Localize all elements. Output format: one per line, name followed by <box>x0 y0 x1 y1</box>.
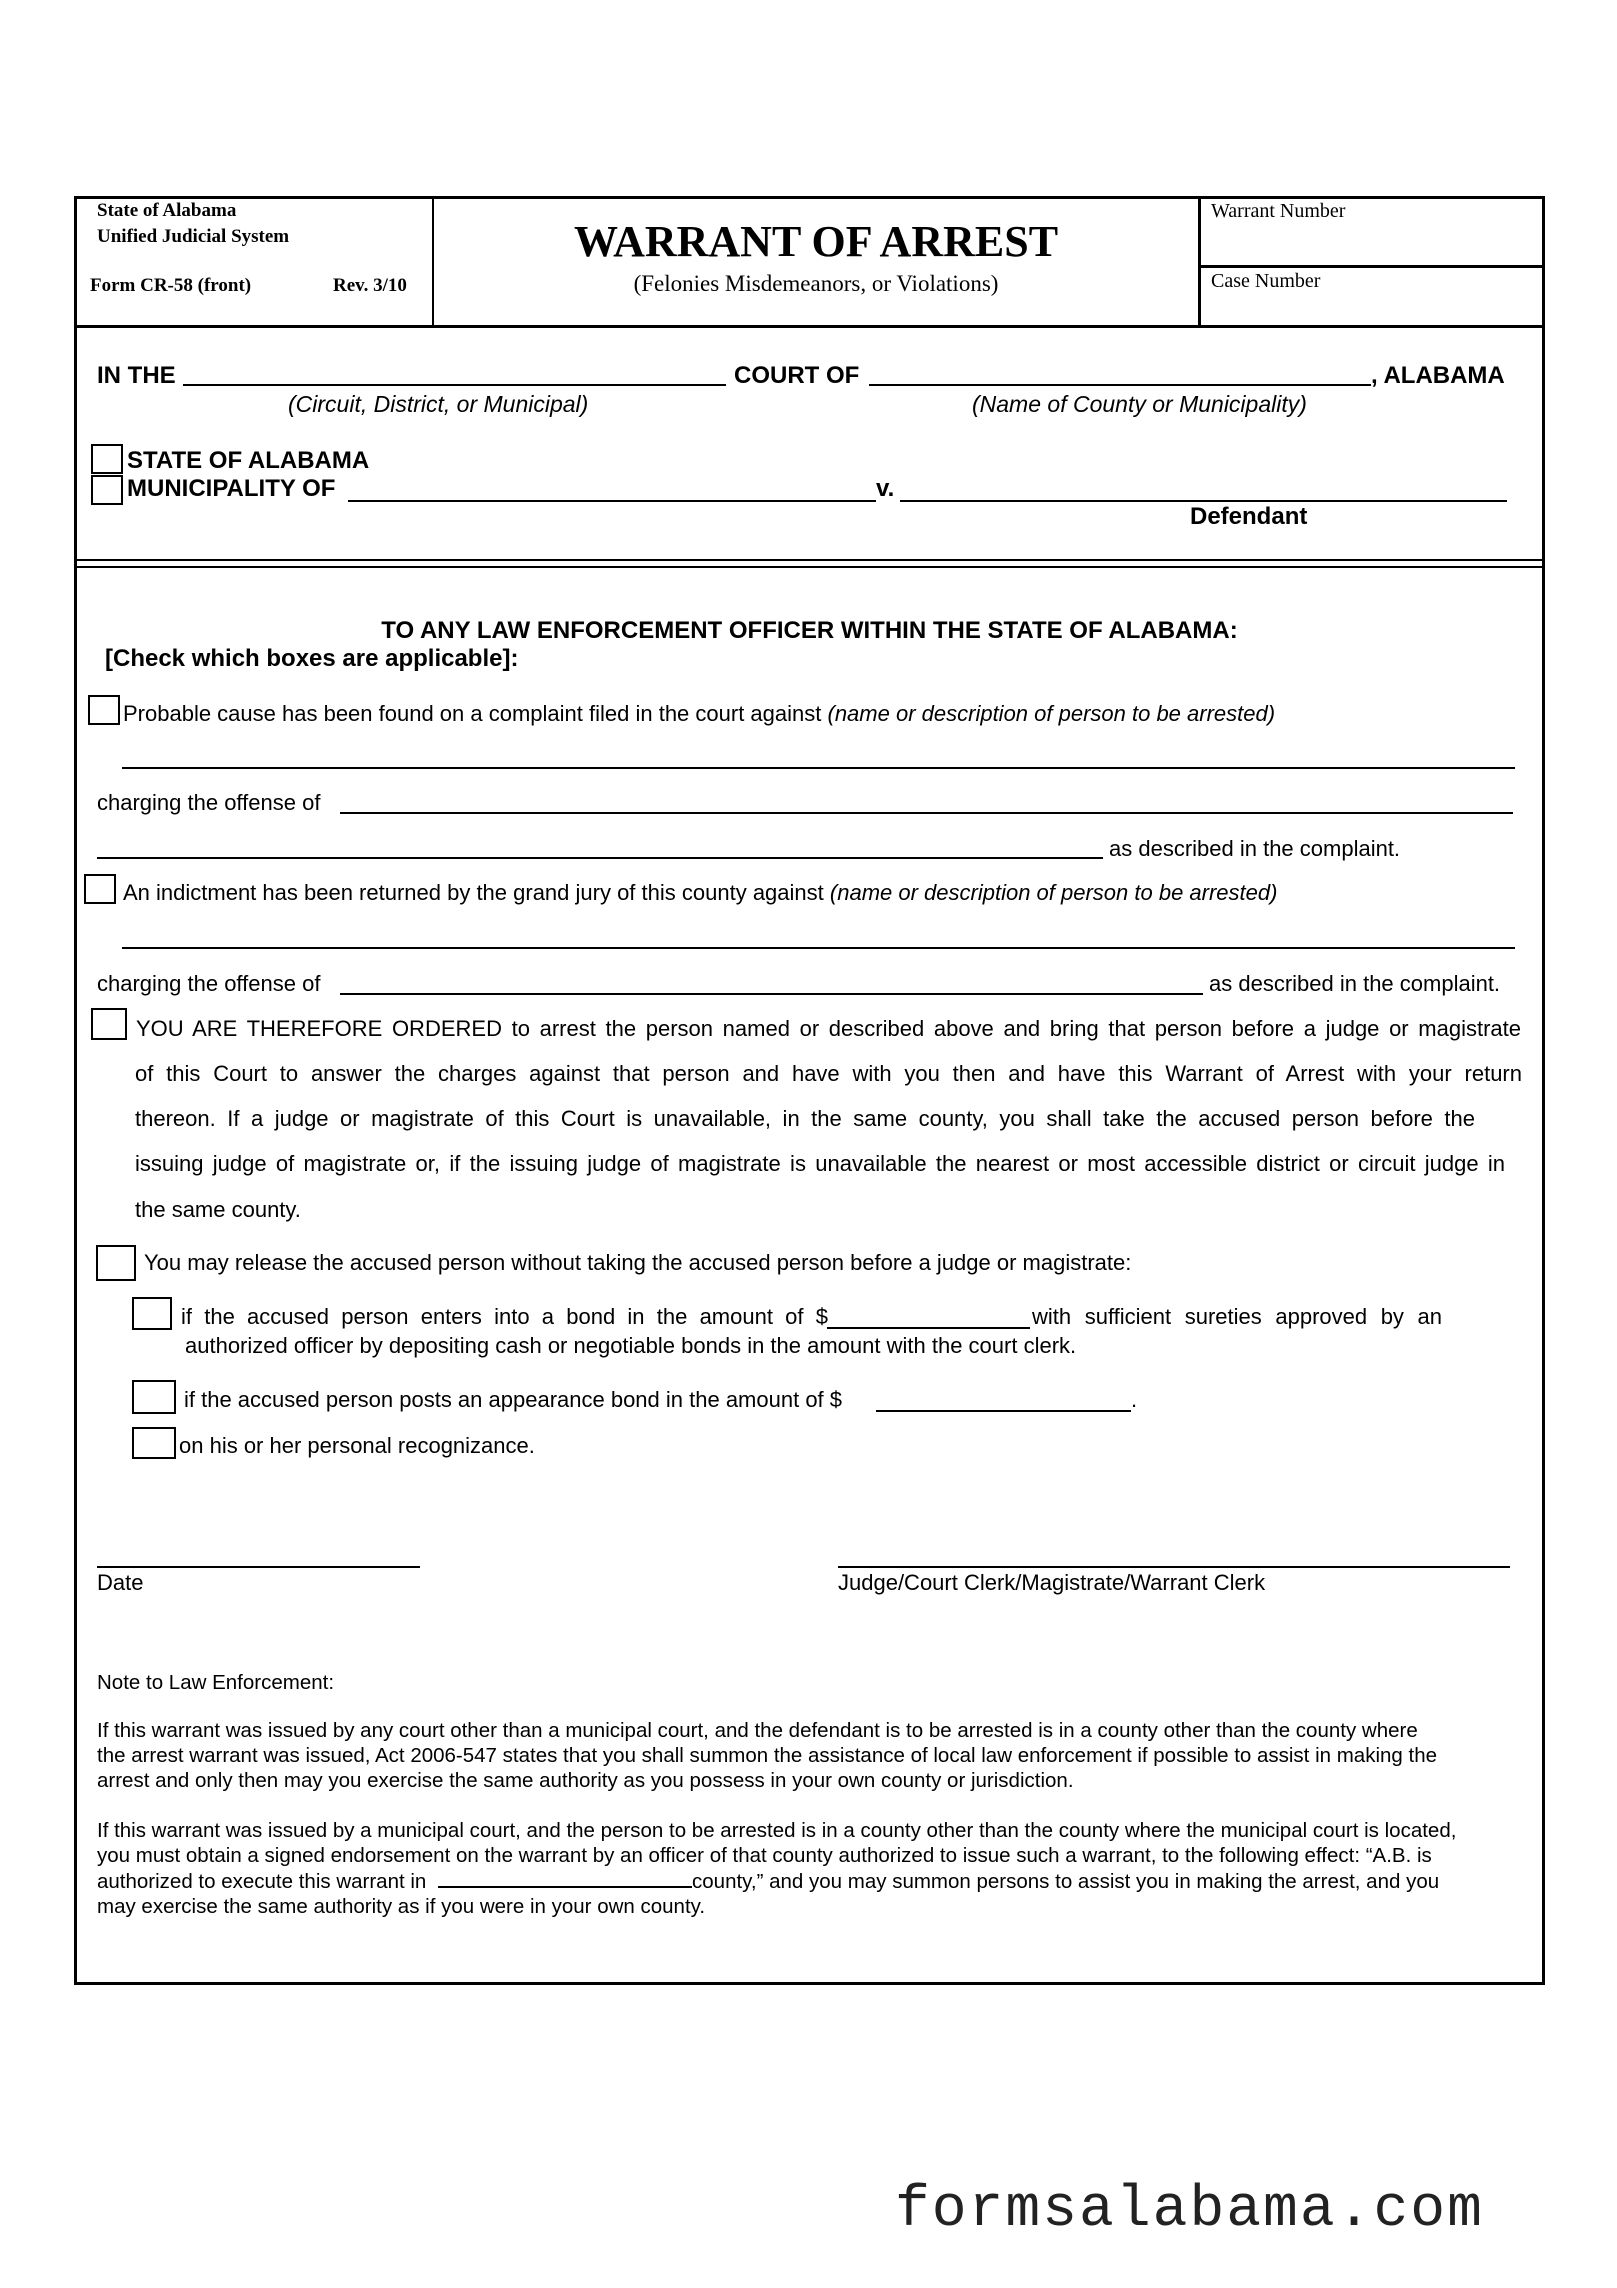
probable-cause-text <box>123 701 1275 727</box>
case-number-field[interactable] <box>1203 294 1540 322</box>
offense-input[interactable] <box>340 812 1513 814</box>
indictment-offense-input[interactable] <box>340 993 1203 995</box>
note-paragraph-2 <box>97 1818 1542 1919</box>
indictment-checkbox[interactable] <box>84 874 116 904</box>
note-paragraph-1 <box>97 1718 1537 1793</box>
bond-line-1a: if the accused person enters into a bond in the amount of $ <box>181 1304 828 1329</box>
alabama-label: , ALABAMA <box>1371 362 1505 389</box>
judge-label: Judge/Court Clerk/Magistrate/Warrant Clerk <box>838 1570 1266 1595</box>
probable-cause-label: Probable cause has been found on a complaint filed in the court against <box>123 701 822 726</box>
note-2-line-1: If this warrant was issued by a municipal court, and the person to be arrested is in a county other than the county where the municipal court is located, <box>97 1819 1457 1842</box>
ordered-line-1: YOU ARE THEREFORE ORDERED to arrest the person named or described above and bring that person before a judge or magistrate <box>136 1016 1521 1041</box>
date-input[interactable] <box>97 1566 420 1568</box>
watermark: formsalabama.com <box>895 2178 1484 2243</box>
recognizance-label: on his or her personal recognizance. <box>179 1433 535 1458</box>
header-right-divider <box>1198 196 1201 326</box>
as-described-label-2: as described in the complaint. <box>1209 971 1501 996</box>
note-2-line-3 <box>97 1868 1542 1894</box>
date-label: Date <box>97 1570 144 1595</box>
charging-label: charging the offense of <box>97 790 321 815</box>
ordered-line-5: the same county. <box>135 1197 301 1222</box>
revision: Rev. 3/10 <box>333 275 407 296</box>
charging-label-2: charging the offense of <box>97 971 321 996</box>
state-option-label: STATE OF ALABAMA <box>127 447 370 474</box>
bond-checkbox[interactable] <box>132 1297 172 1330</box>
execute-county-input[interactable] <box>438 1868 692 1888</box>
form-number: Form CR-58 (front) <box>90 275 252 296</box>
recognizance-checkbox[interactable] <box>132 1427 176 1459</box>
appearance-bond-period: . <box>1131 1387 1138 1412</box>
note-2-line-3b: county,” and you may summon persons to assist you in making the arrest, and you <box>692 1870 1440 1893</box>
warrant-number-label: Warrant Number <box>1211 200 1346 222</box>
release-checkbox[interactable] <box>96 1245 136 1281</box>
court-of-label: COURT OF <box>734 362 860 389</box>
ordered-line-3: thereon. If a judge or magistrate of this Court is unavailable, in the same county, you shall take the accused person before the <box>135 1106 1475 1131</box>
versus-label: v. <box>876 475 895 502</box>
warrant-number-field[interactable] <box>1203 228 1540 262</box>
ordered-line-2: of this Court to answer the charges against that person and have with you then and have this Warrant of Arrest with your return <box>135 1061 1522 1086</box>
court-type-input[interactable] <box>183 384 726 386</box>
note-2-line-2: you must obtain a signed endorsement on the warrant by an officer of that county authorized to issue such a warrant, to the following effect: “A.B. is <box>97 1844 1432 1867</box>
note-2-line-3a: authorized to execute this warrant in <box>97 1870 427 1893</box>
county-hint: (Name of County or Municipality) <box>972 391 1307 417</box>
warrant-case-divider <box>1198 265 1545 268</box>
in-the-label: IN THE <box>97 362 176 389</box>
header-bottom-rule <box>74 325 1545 328</box>
state-label: State of Alabama <box>97 200 237 221</box>
judge-signature-input[interactable] <box>838 1566 1510 1568</box>
indictment-text <box>123 880 1277 906</box>
county-input[interactable] <box>869 384 1371 386</box>
indictment-label: An indictment has been returned by the grand jury of this county against <box>123 880 824 905</box>
appearance-bond-amount-input[interactable] <box>876 1410 1131 1412</box>
ordered-line-4: issuing judge of magistrate or, if the issuing judge of magistrate is unavailable the nearest or most accessible district or circuit judge in <box>135 1151 1505 1176</box>
bond-line-1b: with sufficient sureties approved by an <box>1032 1304 1442 1329</box>
note-title: Note to Law Enforcement: <box>97 1671 335 1694</box>
note-1-line-1: If this warrant was issued by any court other than a municipal court, and the defendant is to be arrested is in a county other than the county where <box>97 1719 1418 1742</box>
court-type-hint: (Circuit, District, or Municipal) <box>288 391 589 417</box>
release-label: You may release the accused person without taking the accused person before a judge or magistrate: <box>144 1250 1132 1275</box>
section-double-rule <box>74 559 1545 568</box>
person-hint-2: (name or description of person to be arrested) <box>829 880 1278 905</box>
check-instruction: [Check which boxes are applicable]: <box>105 645 519 672</box>
note-1-line-3: arrest and only then may you exercise the same authority as you possess in your own county or jurisdiction. <box>97 1769 1074 1792</box>
defendant-input[interactable] <box>900 500 1507 502</box>
municipality-option-label: MUNICIPALITY OF <box>127 475 336 502</box>
note-1-line-2: the arrest warrant was issued, Act 2006-547 states that you shall summon the assistance of local law enforcement if possible to assist in making the <box>97 1744 1438 1767</box>
offense-input-continued[interactable] <box>97 857 1103 859</box>
probable-cause-checkbox[interactable] <box>88 695 120 725</box>
case-number-label: Case Number <box>1211 270 1321 292</box>
defendant-label: Defendant <box>1190 503 1308 530</box>
state-of-alabama-checkbox[interactable] <box>91 444 123 474</box>
officer-heading: TO ANY LAW ENFORCEMENT OFFICER WITHIN THE STATE OF ALABAMA: <box>381 617 1238 644</box>
appearance-bond-label: if the accused person posts an appearance bond in the amount of $ <box>184 1387 843 1412</box>
indictment-person-input[interactable] <box>122 947 1515 949</box>
municipality-input[interactable] <box>348 500 876 502</box>
page-title: WARRANT OF ARREST <box>573 217 1059 266</box>
person-hint: (name or description of person to be arrested) <box>827 701 1276 726</box>
municipality-checkbox[interactable] <box>91 475 123 505</box>
person-description-input[interactable] <box>122 767 1515 769</box>
ordered-checkbox[interactable] <box>91 1008 127 1040</box>
appearance-bond-checkbox[interactable] <box>132 1380 176 1414</box>
bond-amount-input[interactable] <box>827 1327 1030 1329</box>
bond-line-2: authorized officer by depositing cash or negotiable bonds in the amount with the court clerk. <box>185 1333 1077 1358</box>
system-label: Unified Judicial System <box>97 226 290 247</box>
note-2-line-4: may exercise the same authority as if you were in your own county. <box>97 1895 706 1918</box>
as-described-label: as described in the complaint. <box>1109 836 1401 861</box>
page-subtitle: (Felonies Misdemeanors, or Violations) <box>633 271 999 296</box>
